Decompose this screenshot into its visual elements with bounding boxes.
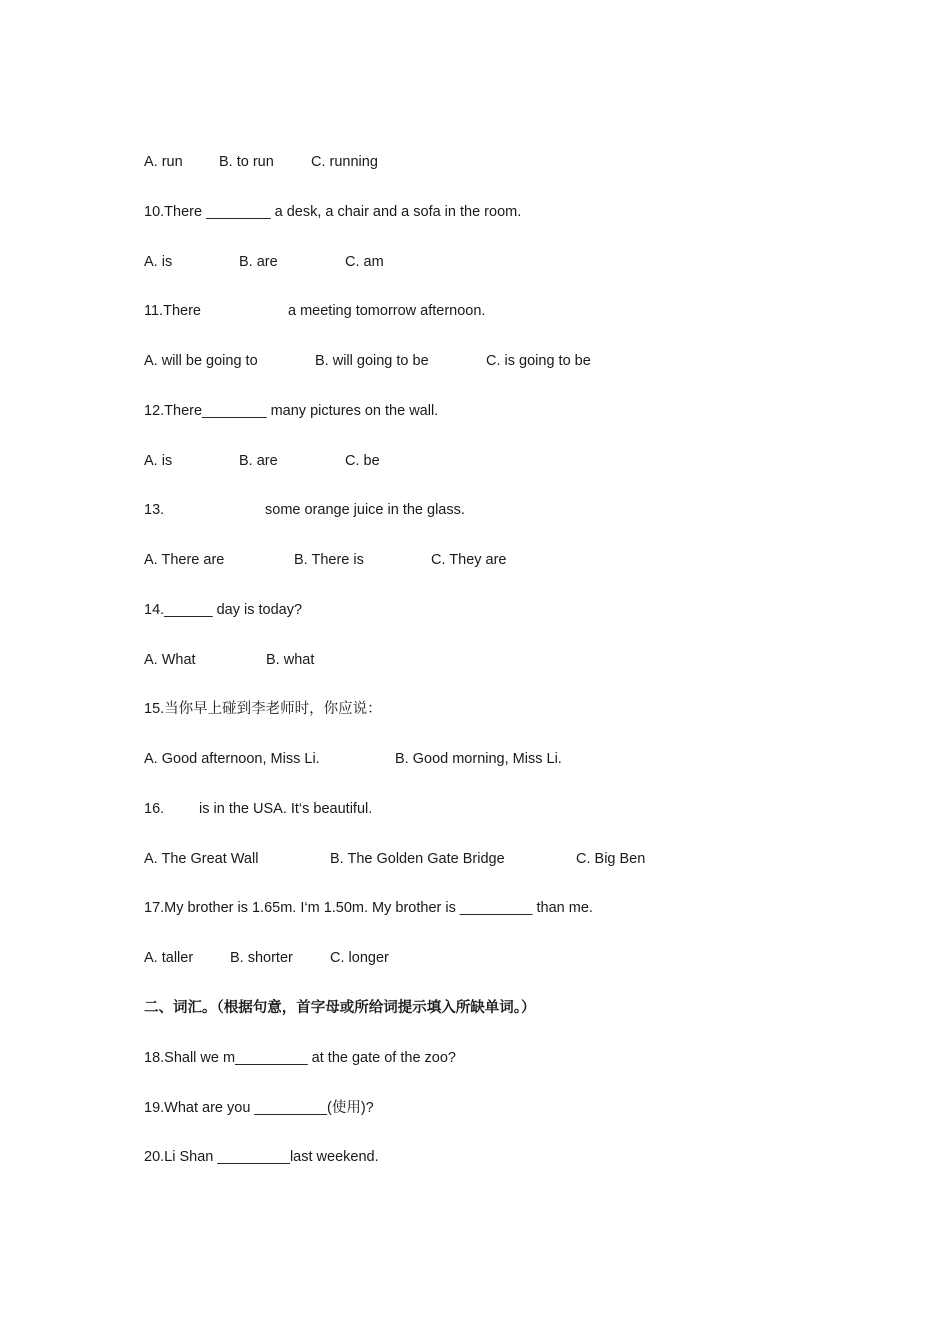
option-b: B. Good morning, Miss Li. <box>395 751 562 767</box>
option-a: A. taller <box>144 950 194 966</box>
option-a: A. What <box>144 652 196 668</box>
option-a: A. run <box>144 154 183 170</box>
question-text: 20.Li Shan _________last weekend. <box>144 1149 379 1165</box>
option-c: C. is going to be <box>486 353 591 369</box>
option-b: B. are <box>239 254 278 270</box>
question-text: 12.There________ many pictures on the wall. <box>144 403 439 419</box>
option-b: B. to run <box>219 154 274 170</box>
option-a: A. There are <box>144 552 225 568</box>
question-text: is in the USA. It‘s beautiful. <box>199 801 373 817</box>
option-c: C. Big Ben <box>576 851 646 867</box>
option-b: B. what <box>266 652 315 668</box>
section-title: 二、词汇。（根据句意，首字母或所给词提示填入所缺单词。） <box>144 1000 536 1016</box>
question-text-start: 11.There <box>144 303 201 319</box>
question-text: 15.当你早上碰到李老师时，你应说： <box>144 701 382 717</box>
option-a: A. will be going to <box>144 353 258 369</box>
question-text: 14.______ day is today? <box>144 602 303 618</box>
question-text: 19.What are you _________(使用)? <box>144 1100 374 1116</box>
question-number: 16. <box>144 801 165 817</box>
option-b: B. will going to be <box>315 353 429 369</box>
option-a: A. The Great Wall <box>144 851 259 867</box>
option-a: A. is <box>144 453 173 469</box>
option-b: B. There is <box>294 552 364 568</box>
option-b: B. shorter <box>230 950 293 966</box>
question-text-end: a meeting tomorrow afternoon. <box>288 303 486 319</box>
option-c: C. running <box>311 154 378 170</box>
option-b: B. The Golden Gate Bridge <box>330 851 505 867</box>
option-a: A. is <box>144 254 173 270</box>
question-text: 18.Shall we m_________ at the gate of the zoo? <box>144 1050 456 1066</box>
option-a: A. Good afternoon, Miss Li. <box>144 751 320 767</box>
option-c: C. They are <box>431 552 507 568</box>
option-b: B. are <box>239 453 278 469</box>
question-text: 10.There ________ a desk, a chair and a sofa in the room. <box>144 204 522 220</box>
question-text: some orange juice in the glass. <box>265 502 465 518</box>
option-c: C. am <box>345 254 384 270</box>
option-c: C. be <box>345 453 380 469</box>
question-number: 13. <box>144 502 165 518</box>
question-text: 17.My brother is 1.65m. I‘m 1.50m. My brother is _________ than me. <box>144 900 593 916</box>
option-c: C. longer <box>330 950 389 966</box>
